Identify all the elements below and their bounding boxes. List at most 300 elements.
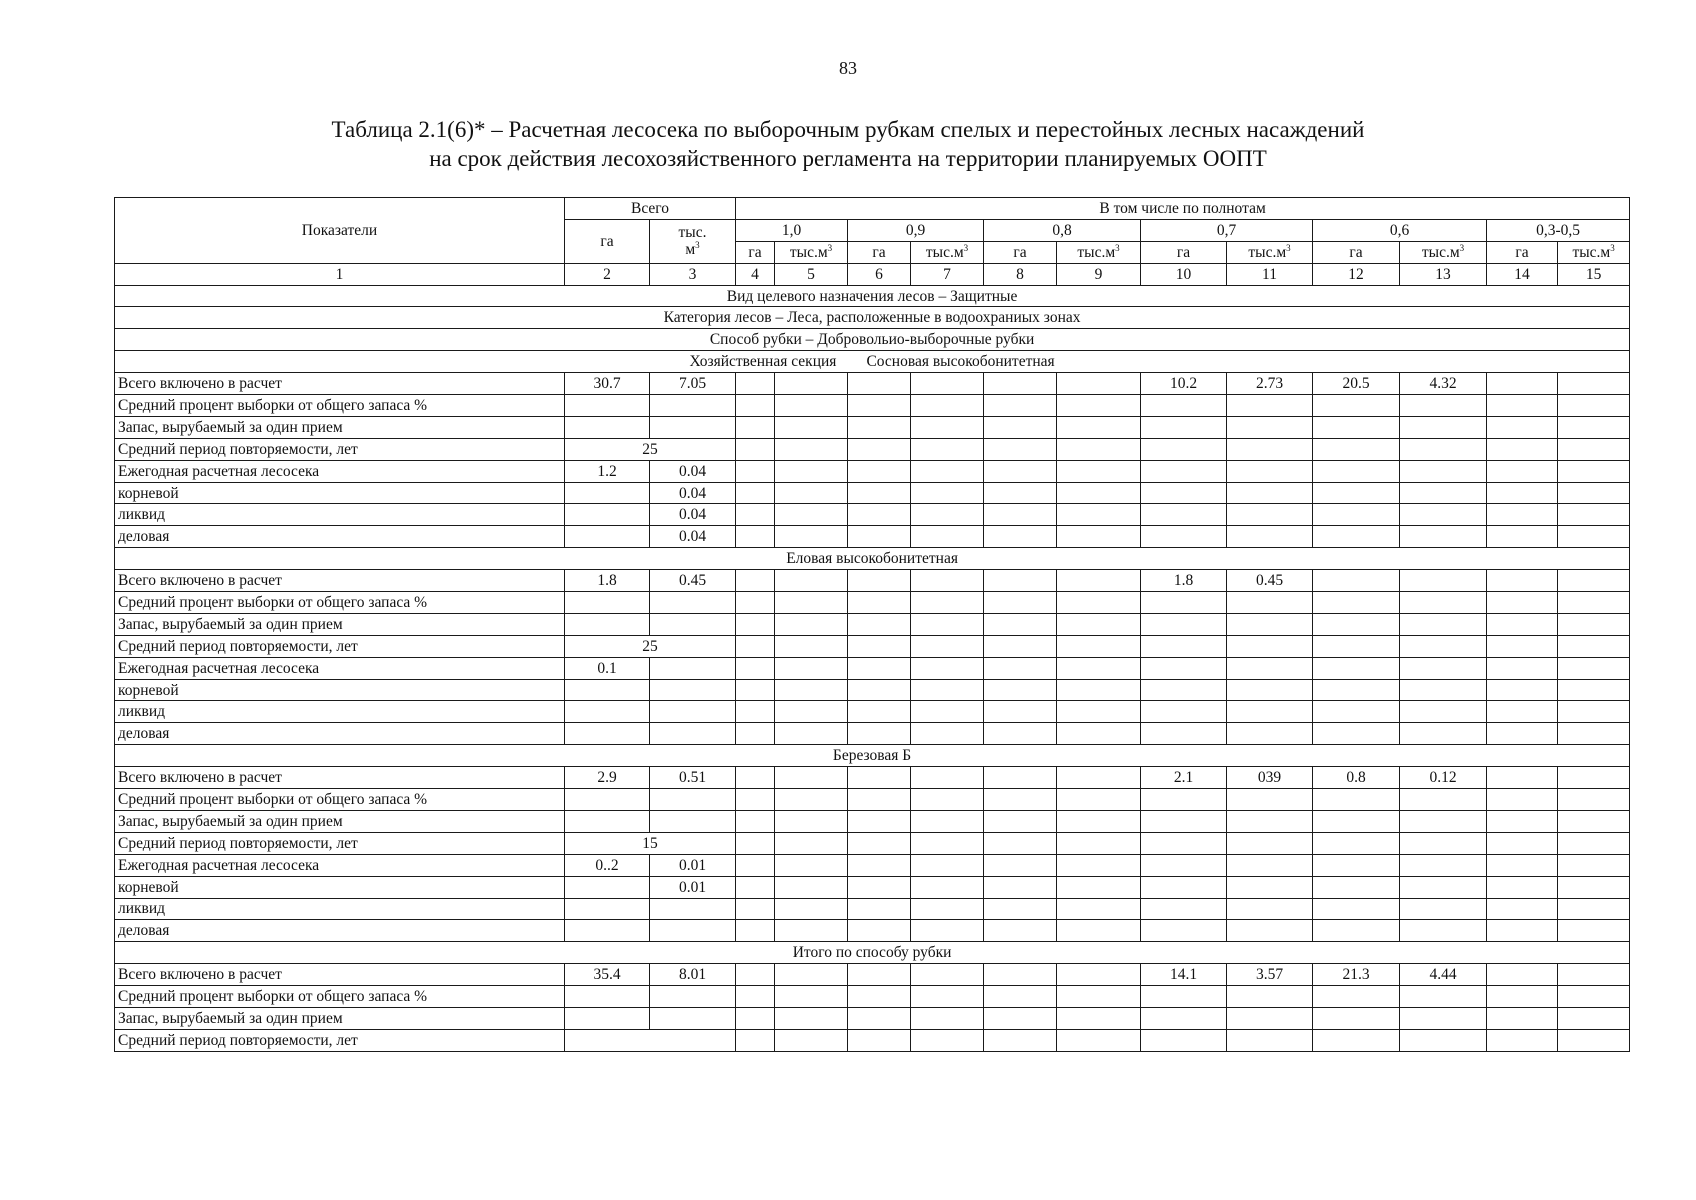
table-cell: [911, 701, 984, 723]
table-cell: [565, 723, 650, 745]
table-cell: [1558, 592, 1630, 614]
table-cell: [1313, 592, 1400, 614]
table-cell: [736, 854, 775, 876]
table-row: [115, 701, 1630, 723]
table-cell: [911, 635, 984, 657]
column-number: 10: [1141, 263, 1227, 285]
table-cell: [736, 460, 775, 482]
table-cell: [911, 767, 984, 789]
table-cell: [1558, 613, 1630, 635]
table-cell: [775, 832, 848, 854]
table-cell: [1057, 723, 1141, 745]
table-cell: [736, 635, 775, 657]
table-cell: 0.04: [650, 482, 736, 504]
table-cell: [1558, 810, 1630, 832]
table-cell: [911, 964, 984, 986]
table-cell: [848, 789, 911, 811]
caption-line-1: Таблица 2.1(6)* – Расчетная лесосека по выборочным рубкам спелых и перестойных лесных насаждений: [331, 117, 1365, 142]
table-cell: [984, 964, 1057, 986]
table-cell: 15: [565, 832, 736, 854]
table-cell: [1057, 613, 1141, 635]
table-cell: [775, 438, 848, 460]
table-cell: [1057, 701, 1141, 723]
table-cell: [911, 854, 984, 876]
table-cell: [1313, 832, 1400, 854]
table-cell: [1487, 592, 1558, 614]
table-cell: [1227, 592, 1313, 614]
table-row: [115, 570, 1630, 592]
grand-total-heading: Итого по способу рубки: [115, 942, 1630, 964]
table-cell: [911, 373, 984, 395]
table-cell: [650, 592, 736, 614]
table-cell: [1558, 854, 1630, 876]
unit-ha: га: [848, 241, 911, 263]
table-cell: 0.1: [565, 657, 650, 679]
table-cell: [984, 789, 1057, 811]
table-cell: [848, 395, 911, 417]
table-cell: [1057, 373, 1141, 395]
row-label: Ежегодная расчетная лесосека: [115, 460, 565, 482]
table-cell: [984, 504, 1057, 526]
table-cell: [1487, 832, 1558, 854]
table-cell: 2.9: [565, 767, 650, 789]
table-cell: [911, 657, 984, 679]
table-cell: 2.1: [1141, 767, 1227, 789]
table-cell: [736, 986, 775, 1008]
table-cell: [1558, 876, 1630, 898]
table-cell: [565, 1029, 736, 1051]
table-cell: [1400, 504, 1487, 526]
table-cell: [775, 526, 848, 548]
table-cell: [650, 920, 736, 942]
table-cell: [1227, 789, 1313, 811]
table-cell: [1313, 723, 1400, 745]
table-cell: [1141, 438, 1227, 460]
column-number: 5: [775, 263, 848, 285]
table-cell: [1558, 482, 1630, 504]
row-label: Всего включено в расчет: [115, 964, 565, 986]
table-cell: [775, 810, 848, 832]
table-cell: [775, 460, 848, 482]
row-label: деловая: [115, 920, 565, 942]
table-cell: [848, 657, 911, 679]
density-0-6: 0,6: [1313, 219, 1487, 241]
table-cell: [736, 570, 775, 592]
section-row: [115, 745, 1630, 767]
table-cell: [650, 789, 736, 811]
column-number: 15: [1558, 263, 1630, 285]
table-cell: [1141, 898, 1227, 920]
table-row: [115, 679, 1630, 701]
table-cell: [1558, 1007, 1630, 1029]
table-cell: [984, 767, 1057, 789]
header-row-1: [115, 198, 1630, 220]
table-cell: [984, 832, 1057, 854]
table-cell: [1227, 723, 1313, 745]
table-cell: [1487, 373, 1558, 395]
table-cell: [565, 876, 650, 898]
column-number: 6: [848, 263, 911, 285]
table-cell: [911, 789, 984, 811]
table-cell: [1313, 416, 1400, 438]
row-label: Средний период повторяемости, лет: [115, 1029, 565, 1051]
table-cell: [1558, 789, 1630, 811]
table-cell: [1487, 416, 1558, 438]
table-row: [115, 592, 1630, 614]
unit-sup3: 3: [1286, 242, 1291, 253]
row-label: Средний процент выборки от общего запаса %: [115, 395, 565, 417]
table-cell: [984, 635, 1057, 657]
table-cell: [1227, 986, 1313, 1008]
econ-section-label: Хозяйственная секция: [689, 353, 837, 371]
table-cell: [565, 395, 650, 417]
table-cell: [1313, 438, 1400, 460]
table-cell: [736, 373, 775, 395]
unit-ha: га: [984, 241, 1057, 263]
table-cell: [1400, 701, 1487, 723]
row-label: корневой: [115, 876, 565, 898]
table-cell: [1558, 504, 1630, 526]
table-cell: 10.2: [1141, 373, 1227, 395]
table-cell: [775, 592, 848, 614]
table-cell: [984, 570, 1057, 592]
table-cell: [736, 613, 775, 635]
unit-sup3: 3: [1610, 242, 1615, 253]
table-cell: [911, 570, 984, 592]
table-cell: [848, 723, 911, 745]
table-cell: [565, 504, 650, 526]
table-cell: [565, 986, 650, 1008]
table-cell: [1227, 832, 1313, 854]
table-cell: 1.8: [1141, 570, 1227, 592]
table-cell: [984, 679, 1057, 701]
table-cell: 25: [565, 635, 736, 657]
row-label: Средний процент выборки от общего запаса %: [115, 789, 565, 811]
table-row: [115, 438, 1630, 460]
table-cell: [736, 810, 775, 832]
table-cell: [736, 898, 775, 920]
table-cell: [736, 679, 775, 701]
table-cell: [984, 723, 1057, 745]
table-cell: [1400, 876, 1487, 898]
table-cell: [1400, 613, 1487, 635]
table-cell: [1487, 526, 1558, 548]
table-cell: [1057, 767, 1141, 789]
table-row: [115, 526, 1630, 548]
unit-ha: га: [1313, 241, 1400, 263]
econ-section-heading: [115, 351, 1630, 373]
table-row: [115, 810, 1630, 832]
table-cell: [848, 1029, 911, 1051]
unit-ths-m3: [911, 241, 984, 263]
row-label: Средний процент выборки от общего запаса %: [115, 986, 565, 1008]
table-cell: [848, 767, 911, 789]
table-cell: [1313, 701, 1400, 723]
table-cell: [1141, 986, 1227, 1008]
table-cell: [911, 504, 984, 526]
unit-ths-m3: [775, 241, 848, 263]
table-cell: [736, 438, 775, 460]
table-cell: 1.2: [565, 460, 650, 482]
table-cell: [1313, 570, 1400, 592]
table-cell: [1057, 526, 1141, 548]
table-cell: [1487, 810, 1558, 832]
table-cell: [1400, 986, 1487, 1008]
table-cell: [1313, 657, 1400, 679]
table-cell: [1400, 854, 1487, 876]
table-cell: [736, 592, 775, 614]
table-cell: [1227, 657, 1313, 679]
table-cell: [1487, 876, 1558, 898]
table-cell: [911, 876, 984, 898]
table-cell: [1227, 920, 1313, 942]
table-cell: [565, 679, 650, 701]
table-cell: [775, 767, 848, 789]
table-cell: [775, 964, 848, 986]
table-cell: [1558, 570, 1630, 592]
table-cell: [911, 920, 984, 942]
table-row: [115, 395, 1630, 417]
table-cell: [565, 613, 650, 635]
table-cell: [848, 1007, 911, 1029]
table-cell: [775, 920, 848, 942]
table-cell: [984, 920, 1057, 942]
table-cell: [565, 920, 650, 942]
table-cell: [911, 679, 984, 701]
table-row: [115, 964, 1630, 986]
table-cell: [1487, 613, 1558, 635]
table-cell: 4.44: [1400, 964, 1487, 986]
table-row: [115, 460, 1630, 482]
table-cell: [1227, 613, 1313, 635]
table-row: [115, 657, 1630, 679]
table-cell: [911, 460, 984, 482]
table-cell: [565, 1007, 650, 1029]
table-row: [115, 613, 1630, 635]
table-cell: [775, 679, 848, 701]
table-cell: [1487, 657, 1558, 679]
row-label: корневой: [115, 482, 565, 504]
unit-ths-m3: [1057, 241, 1141, 263]
table-cell: [1558, 832, 1630, 854]
table-cell: [1057, 789, 1141, 811]
table-cell: [1487, 964, 1558, 986]
table-cell: [984, 898, 1057, 920]
table-cell: [1227, 701, 1313, 723]
table-cell: [984, 526, 1057, 548]
m3-label: м: [685, 241, 696, 259]
table-cell: [650, 723, 736, 745]
table-cell: 0.01: [650, 876, 736, 898]
table-cell: [1400, 482, 1487, 504]
table-cell: [1558, 438, 1630, 460]
purpose-heading: Вид целевого назначения лесов – Защитные: [115, 285, 1630, 307]
table-cell: [1558, 767, 1630, 789]
table-cell: [1057, 482, 1141, 504]
table-row: [115, 373, 1630, 395]
table-cell: [1313, 482, 1400, 504]
table-cell: 0..2: [565, 854, 650, 876]
table-cell: [1400, 679, 1487, 701]
table-cell: [1558, 701, 1630, 723]
row-label: деловая: [115, 723, 565, 745]
table-cell: [650, 613, 736, 635]
table-cell: [1313, 876, 1400, 898]
table-cell: [1487, 854, 1558, 876]
table-caption: [0, 115, 1696, 173]
table-cell: [848, 898, 911, 920]
table-cell: [1313, 789, 1400, 811]
column-number: 7: [911, 263, 984, 285]
table-row: [115, 898, 1630, 920]
table-cell: [848, 810, 911, 832]
table-cell: [984, 613, 1057, 635]
table-row: [115, 986, 1630, 1008]
table-cell: [1487, 789, 1558, 811]
table-cell: [911, 986, 984, 1008]
header-total-ha: га: [565, 219, 650, 263]
table-cell: [1313, 854, 1400, 876]
table-row: [115, 1007, 1630, 1029]
table-cell: 039: [1227, 767, 1313, 789]
table-cell: 2.73: [1227, 373, 1313, 395]
table-cell: [565, 898, 650, 920]
table-cell: [1558, 460, 1630, 482]
table-cell: [1400, 592, 1487, 614]
table-cell: [650, 898, 736, 920]
table-cell: [1057, 592, 1141, 614]
table-cell: [1487, 701, 1558, 723]
unit-ha: га: [1141, 241, 1227, 263]
table-cell: [848, 482, 911, 504]
table-cell: [1400, 810, 1487, 832]
table-cell: 35.4: [565, 964, 650, 986]
unit-ths-label: тыс.м: [1572, 243, 1611, 261]
table-cell: [1313, 460, 1400, 482]
table-cell: [1227, 504, 1313, 526]
table-cell: [911, 526, 984, 548]
table-cell: [736, 876, 775, 898]
table-cell: 0.01: [650, 854, 736, 876]
table-cell: [848, 964, 911, 986]
table-cell: [736, 1029, 775, 1051]
table-cell: [775, 986, 848, 1008]
table-cell: [984, 373, 1057, 395]
column-number: 13: [1400, 263, 1487, 285]
column-number: 8: [984, 263, 1057, 285]
row-label: Ежегодная расчетная лесосека: [115, 657, 565, 679]
table-cell: [1400, 416, 1487, 438]
table-cell: [775, 701, 848, 723]
row-label: Запас, вырубаемый за один прием: [115, 810, 565, 832]
table-row: [115, 504, 1630, 526]
table-cell: [1141, 613, 1227, 635]
table-cell: [1057, 876, 1141, 898]
table-row: [115, 920, 1630, 942]
econ-section-name: Сосновая высокобонитетная: [866, 353, 1055, 371]
table-cell: 25: [565, 438, 736, 460]
table-cell: [650, 701, 736, 723]
table-cell: [736, 832, 775, 854]
table-cell: 0.12: [1400, 767, 1487, 789]
table-cell: [775, 1007, 848, 1029]
table-row: [115, 854, 1630, 876]
row-label: Запас, вырубаемый за один прием: [115, 613, 565, 635]
table-cell: [1400, 920, 1487, 942]
table-cell: [736, 701, 775, 723]
table-cell: [1400, 832, 1487, 854]
unit-ths-label: тыс.м: [925, 243, 964, 261]
table-cell: 0.04: [650, 504, 736, 526]
table-cell: [1313, 1007, 1400, 1029]
section-row: [115, 307, 1630, 329]
table-cell: [1227, 416, 1313, 438]
table-cell: [1141, 395, 1227, 417]
unit-sup3: 3: [827, 242, 833, 253]
table-cell: [911, 1007, 984, 1029]
table-cell: [1141, 482, 1227, 504]
table-cell: [848, 438, 911, 460]
table-cell: [1313, 920, 1400, 942]
table-cell: [1057, 657, 1141, 679]
table-cell: [565, 789, 650, 811]
table-cell: [650, 395, 736, 417]
table-cell: [1057, 395, 1141, 417]
table-cell: [1057, 810, 1141, 832]
table-cell: [1487, 438, 1558, 460]
table-cell: [775, 723, 848, 745]
row-label: корневой: [115, 679, 565, 701]
table-cell: [1558, 986, 1630, 1008]
table-cell: [775, 635, 848, 657]
table-cell: [1313, 635, 1400, 657]
table-cell: 0.04: [650, 460, 736, 482]
table-cell: [848, 373, 911, 395]
sup3: 3: [695, 240, 700, 251]
table-cell: [1227, 438, 1313, 460]
birch-heading: Березовая Б: [115, 745, 1630, 767]
table-cell: [1057, 898, 1141, 920]
table-cell: [1057, 438, 1141, 460]
table-cell: [911, 723, 984, 745]
table-cell: [984, 395, 1057, 417]
table-cell: [1227, 898, 1313, 920]
column-number: 3: [650, 263, 736, 285]
table-cell: [775, 789, 848, 811]
header-incl-density: В том числе по полнотам: [736, 198, 1630, 220]
table-cell: [775, 504, 848, 526]
row-label: ликвид: [115, 701, 565, 723]
table-cell: [1558, 395, 1630, 417]
table-cell: [1487, 570, 1558, 592]
table-cell: [565, 526, 650, 548]
table-cell: [1400, 395, 1487, 417]
table-cell: [1558, 964, 1630, 986]
table-cell: [775, 898, 848, 920]
table-cell: [911, 832, 984, 854]
table-cell: [848, 460, 911, 482]
table-cell: [1558, 373, 1630, 395]
table-cell: [1558, 416, 1630, 438]
table-cell: [1141, 789, 1227, 811]
table-row: [115, 635, 1630, 657]
table-cell: [736, 964, 775, 986]
table-cell: [984, 416, 1057, 438]
table-cell: [736, 767, 775, 789]
unit-ths-m3: [1227, 241, 1313, 263]
table-cell: [565, 416, 650, 438]
table-cell: [1141, 810, 1227, 832]
